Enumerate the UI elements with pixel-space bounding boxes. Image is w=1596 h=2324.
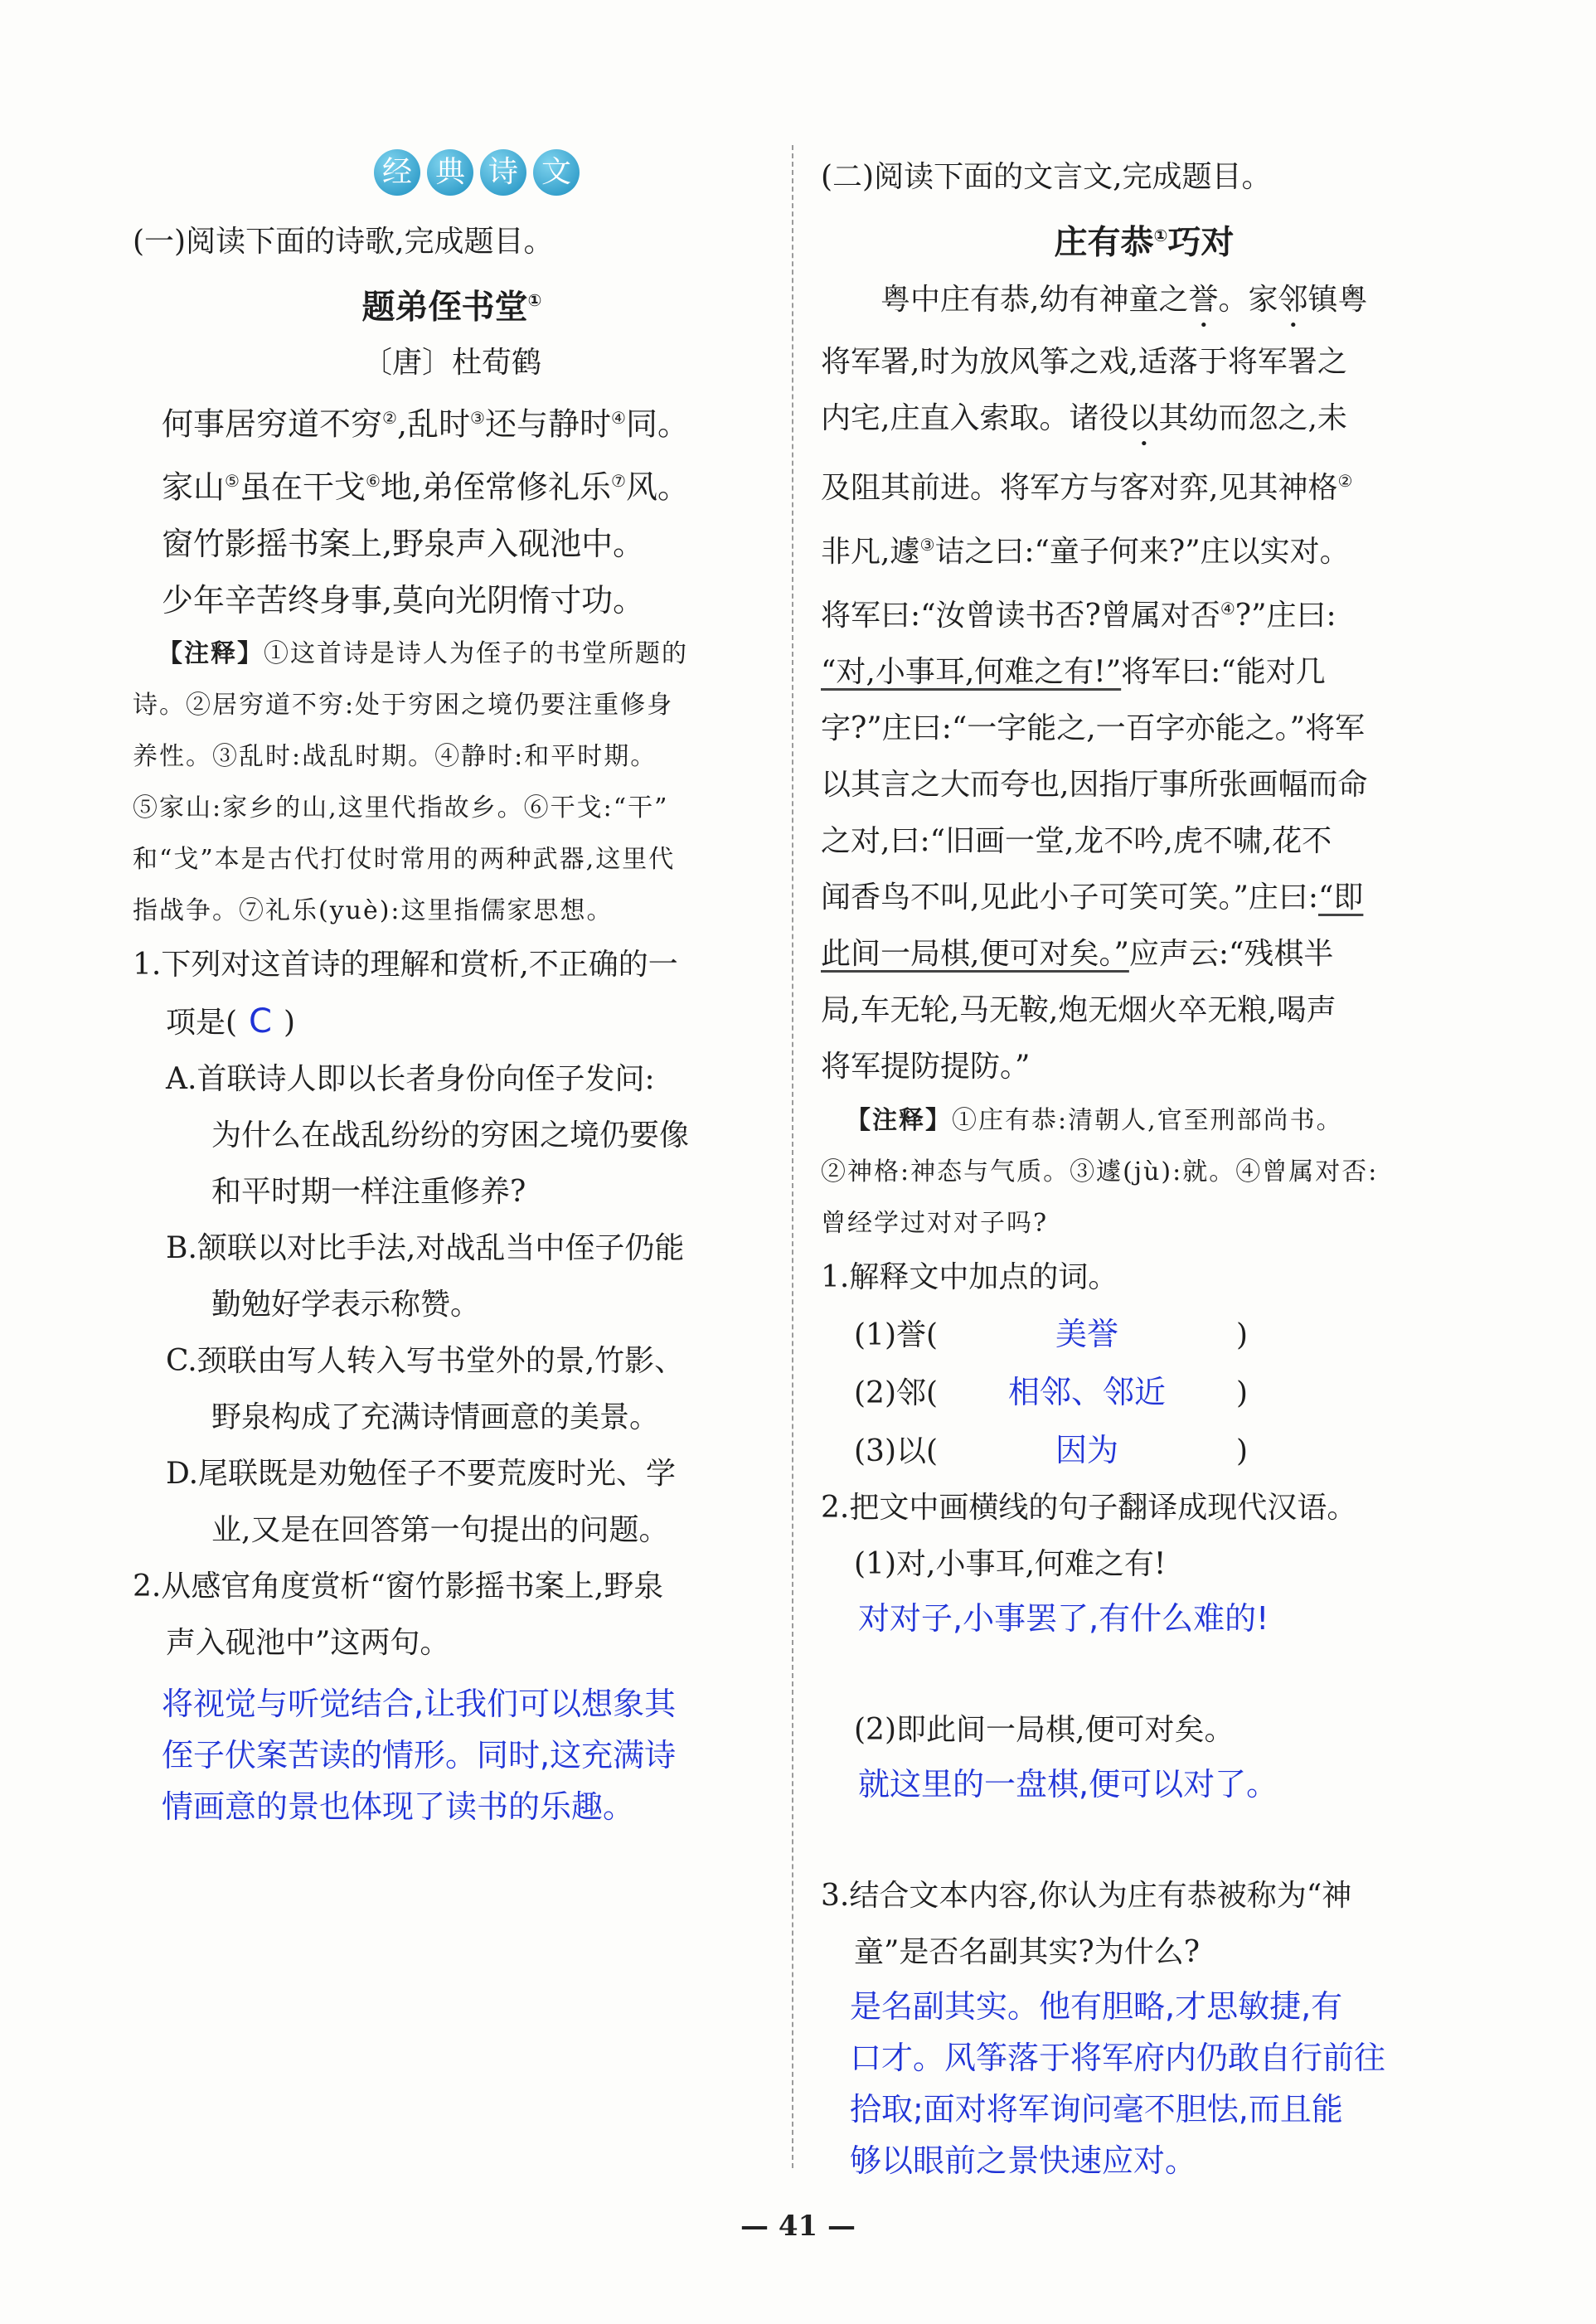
underlined-sentence: “对,小事耳,何难之有!”: [821, 655, 1122, 690]
passage-line: 内宅,庄直入索取。诸役以其幼而忽之,未: [821, 401, 1347, 436]
poem-line: 何事居穷道不穷②,乱时③还与静时④同。: [162, 405, 689, 443]
answer-line: 情画意的景也体现了读书的乐趣。: [162, 1788, 635, 1825]
passage-line: 此间一局棋,便可对矣。”应声云:“残棋半: [821, 937, 1334, 972]
option-c: C.颈联由写人转入写书堂外的景,竹影、: [166, 1343, 685, 1378]
note-line: 【注释】①庄有恭:清朝人,官至刑部尚书。: [846, 1106, 1343, 1136]
note-line: 养性。③乱时:战乱时期。④静时:和平时期。: [133, 741, 657, 771]
note-line: 诗。②居穷道不穷:处于穷困之境仍要注重修身: [133, 690, 674, 720]
answer-line: 是名副其实。他有胆略,才思敏捷,有: [850, 1988, 1343, 2026]
answer-line: 够以眼前之景快速应对。: [850, 2142, 1197, 2180]
passage-line: 之对,曰:“旧画一堂,龙不吟,虎不啸,花不: [821, 824, 1332, 859]
translation-answer: 对对子,小事罢了,有什么难的!: [858, 1600, 1269, 1637]
question-2-answer: [133, 1678, 771, 1832]
note-line: 和“戈”本是古代打仗时常用的两种武器,这里代: [133, 844, 676, 874]
passage-line: 将军曰:“汝曾读书否?曾属对否④?”庄曰:: [821, 599, 1336, 633]
passage-line: 将军提防提防。”: [821, 1050, 1031, 1084]
vocab-item: (3)以( 因为 ): [821, 1422, 1467, 1480]
question-1-stem: 1.解释文中加点的词。: [821, 1260, 1118, 1295]
translation-answer: 就这里的一盘棋,便可以对了。: [858, 1766, 1278, 1803]
option-a-cont: 和平时期一样注重修养?: [211, 1174, 526, 1209]
answer-line: 侄子伏案苦读的情形。同时,这充满诗: [162, 1736, 677, 1773]
passage-line: 局,车无轮,马无鞍,炮无烟火卒无粮,喝声: [821, 993, 1336, 1028]
passage-line: 非凡,遽③诘之曰:“童子何来?”庄以实对。: [821, 535, 1350, 570]
passage-line: 粤中庄有恭,幼有神童之誉。家邻镇粤: [880, 283, 1368, 318]
passage-line: 及阻其前进。将军方与客对弈,见其神格②: [821, 471, 1353, 506]
poem-author: 〔唐〕杜荀鹤: [361, 346, 541, 381]
note-line: 曾经学过对对子吗?: [821, 1209, 1049, 1239]
passage-line: 闻香鸟不叫,见此小子可笑可笑。”庄曰:“即: [821, 881, 1364, 915]
question-1-stem-cont: 项是( C ): [166, 1002, 296, 1041]
badge-char: 典: [427, 149, 473, 196]
question-2-sub: (1)对,小事耳,何难之有!: [854, 1547, 1167, 1582]
question-1-stem: 1.下列对这首诗的理解和赏析,不正确的一: [133, 947, 678, 982]
blank-answer: 因为: [1055, 1432, 1119, 1469]
blank-answer: 相邻、邻近: [1008, 1374, 1167, 1411]
option-c-cont: 野泉构成了充满诗情画意的美景。: [211, 1400, 660, 1434]
poem-line: 家山⑤虽在干戈⑥地,弟侄常修礼乐⑦风。: [162, 468, 689, 506]
passage-line: “对,小事耳,何难之有!”将军曰:“能对几: [821, 655, 1326, 690]
option-d: D.尾联既是劝勉侄子不要荒废时光、学: [166, 1456, 677, 1491]
passage-line: 将军署,时为放风筝之戏,适落于将军署之: [821, 345, 1347, 380]
vocab-item: (2)邻( 相邻、邻近 ): [821, 1364, 1467, 1422]
question-3-stem-cont: 童”是否名副其实?为什么?: [854, 1935, 1201, 1970]
passage-line: 字?”庄曰:“一字能之,一百字亦能之。”将军: [821, 711, 1366, 746]
question-3-stem: 3.结合文本内容,你认为庄有恭被称为“神: [821, 1879, 1352, 1914]
note-line: 【注释】①这首诗是诗人为侄子的书堂所题的: [158, 638, 688, 668]
poem-line: 窗竹影摇书案上,野泉声入砚池中。: [162, 525, 645, 562]
note-line: 指战争。⑦礼乐(yuè):这里指儒家思想。: [133, 895, 614, 925]
option-b: B.颔联以对比手法,对战乱当中侄子仍能: [166, 1230, 685, 1265]
answer-line: 将视觉与听觉结合,让我们可以想象其: [162, 1685, 677, 1722]
note-line: ⑤家山:家乡的山,这里代指故乡。⑥干戈:“干”: [133, 793, 669, 822]
question-2-stem-cont: 声入砚池中”这两句。: [166, 1625, 450, 1660]
note-line: ②神格:神态与气质。③遽(jù):就。④曾属对否:: [821, 1157, 1379, 1187]
column-divider: [792, 145, 793, 2168]
poem-title: 题弟侄书堂①: [361, 288, 542, 327]
vocab-item: (1)誉( 美誉 ): [821, 1306, 1467, 1364]
blank-answer: 美誉: [1055, 1316, 1119, 1353]
badge-char: 诗: [480, 149, 526, 196]
question-3-answer: [821, 1981, 1467, 2186]
option-d-cont: 业,又是在回答第一句提出的问题。: [211, 1512, 669, 1547]
badge-char: 经: [374, 149, 420, 196]
poem-line: 少年辛苦终身事,莫向光阴惰寸功。: [162, 581, 645, 619]
option-a: A.首联诗人即以长者身份向侄子发问:: [166, 1061, 655, 1096]
option-a-cont: 为什么在战乱纷纷的穷困之境仍要像: [211, 1118, 690, 1152]
choice-answer: C: [249, 1002, 272, 1041]
badge-char: 文: [533, 149, 580, 196]
answer-line: 口才。风筝落于将军府内仍敢自行前往: [850, 2040, 1386, 2077]
section-intro: (一)阅读下面的诗歌,完成题目。: [133, 225, 554, 259]
question-2-sub: (2)即此间一局棋,便可对矣。: [854, 1713, 1235, 1748]
passage-title: 庄有恭①巧对: [1054, 223, 1235, 262]
right-column: [821, 149, 1467, 2186]
question-2-stem: 2.把文中画横线的句子翻译成现代汉语。: [821, 1491, 1357, 1526]
question-2-stem: 2.从感官角度赏析“窗竹影摇书案上,野泉: [133, 1569, 664, 1604]
passage-line: 以其言之大而夸也,因指厅事所张画幅而命: [821, 768, 1368, 803]
section-badge: [182, 149, 771, 196]
underlined-sentence: 此间一局棋,便可对矣。”: [821, 937, 1129, 972]
option-b-cont: 勤勉好学表示称赞。: [211, 1287, 481, 1322]
section-intro: (二)阅读下面的文言文,完成题目。: [821, 160, 1272, 194]
left-column: [133, 149, 771, 1832]
answer-line: 拾取;面对将军询问毫不胆怯,而且能: [850, 2091, 1343, 2128]
page-number: — 41 —: [740, 2210, 856, 2243]
